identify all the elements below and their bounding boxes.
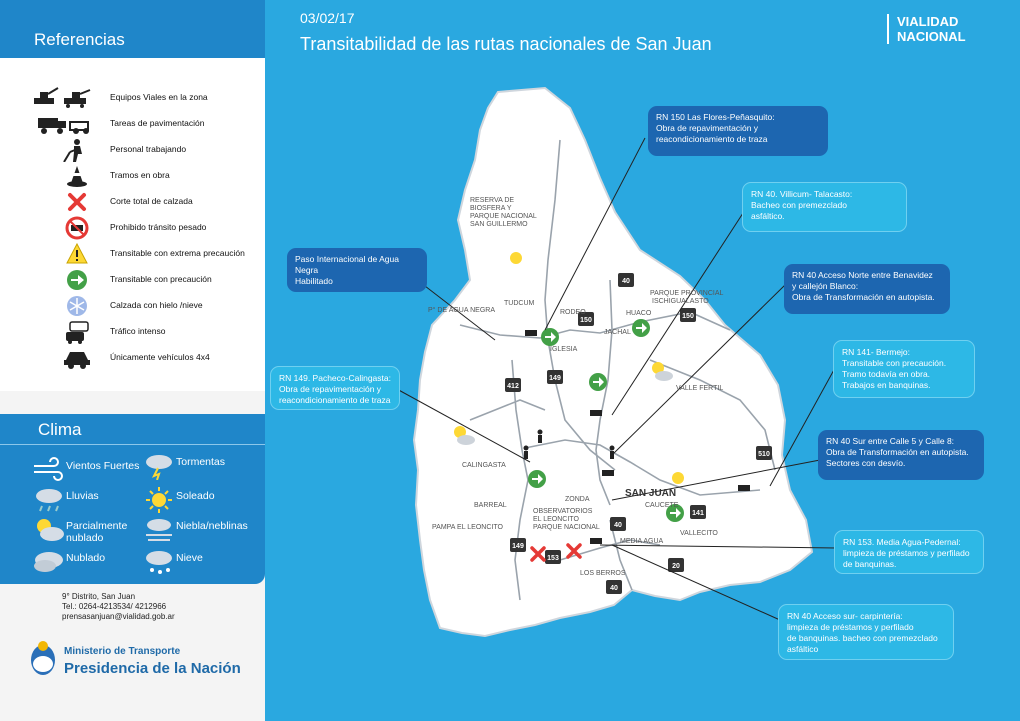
brand-line-1: VIALIDAD <box>897 14 959 29</box>
callout-line: de banquinas. bacheo con premezclado <box>787 633 938 643</box>
map-label: VALLE FERTIL <box>676 385 724 392</box>
map-label: HUACO <box>626 310 652 317</box>
brand-line-2: NACIONAL <box>897 29 966 44</box>
legend-item <box>0 86 265 110</box>
contact-phone: Tel.: 0264-4213534/ 4212966 <box>62 602 167 611</box>
map-label: PAMPA EL LEONCITO <box>432 524 503 531</box>
clima-label: Niebla/neblinas <box>176 520 248 532</box>
legend-item <box>0 320 265 344</box>
clima-panel <box>0 414 265 584</box>
callout-rn40-villicum <box>742 182 907 232</box>
legend-label: Tareas de pavimentación <box>110 118 205 128</box>
fog-icon <box>142 516 176 544</box>
svg-text:412: 412 <box>507 383 519 390</box>
callout-agua-negra <box>287 248 427 292</box>
legend-item <box>0 242 265 266</box>
contact-info <box>62 592 175 622</box>
map-label: SAN JUAN <box>625 488 677 499</box>
green-arrow-icon <box>589 373 607 391</box>
callout-line: RN 153. Media Agua-Pedernal: <box>843 537 961 547</box>
warning-triangle-icon <box>30 242 106 266</box>
map-label: SAN GUILLERMO <box>470 221 528 228</box>
sun-icon <box>510 252 522 264</box>
callout-line: Obra de Transformación en autopista. <box>826 447 969 457</box>
callout-rn40-sur <box>818 430 984 480</box>
references-title: Referencias <box>34 30 125 49</box>
callout-line: RN 40 Acceso sur- carpintería: <box>787 611 903 621</box>
map-label: CALINGASTA <box>462 462 506 469</box>
svg-text:40: 40 <box>614 522 622 529</box>
clima-label: Vientos Fuertes <box>66 460 140 472</box>
rain-icon <box>32 486 66 514</box>
callout-rn150 <box>648 106 828 156</box>
legend-item <box>0 268 265 292</box>
road-equipment-icon <box>30 86 106 110</box>
svg-text:149: 149 <box>512 543 524 550</box>
route-shield <box>690 505 706 519</box>
map-label: MEDIA AGUA <box>620 538 664 545</box>
map-label: PARQUE PROVINCIAL <box>650 290 724 297</box>
callout-line: RN 141- Bermejo: <box>842 347 911 357</box>
sidebar <box>0 0 265 721</box>
route-shield <box>510 538 526 552</box>
wind-icon <box>32 456 66 484</box>
callout-line: Habilitado <box>295 276 333 286</box>
legend-label: Transitable con precaución <box>110 274 212 284</box>
callout-rn153 <box>834 530 984 574</box>
presidency-name: Presidencia de la Nación <box>64 660 241 677</box>
contact-office: 9° Distrito, San Juan <box>62 592 136 601</box>
route-shield <box>545 550 561 564</box>
svg-text:149: 149 <box>549 375 561 382</box>
map-label: RESERVA DE <box>470 197 515 204</box>
svg-text:510: 510 <box>758 451 770 458</box>
callout-line: RN 150 Las Flores-Peñasquito: <box>656 112 775 122</box>
route-shield <box>547 370 563 384</box>
legend-item <box>0 294 265 318</box>
route-shield <box>606 580 622 594</box>
svg-text:40: 40 <box>622 278 630 285</box>
green-arrow-icon <box>541 328 559 346</box>
callout-line: limpieza de préstamos y perfilado <box>787 622 914 632</box>
callout-rn40-norte <box>784 264 950 314</box>
callout-line: de banquinas. <box>843 559 897 569</box>
clima-item <box>32 456 157 486</box>
map-label: OBSERVATORIOS <box>533 508 593 515</box>
callout-line: asfáltico. <box>751 211 785 221</box>
clima-header <box>0 414 265 445</box>
legend-item <box>0 138 265 162</box>
map-label: TUDCUM <box>504 300 535 307</box>
legend-item <box>0 112 265 136</box>
callout-rn141 <box>833 340 975 398</box>
red-x-icon <box>30 190 106 214</box>
clima-label: Lluvias <box>66 490 99 502</box>
callout-line: Tramo todavía en obra. <box>842 369 931 379</box>
green-arrow-icon <box>528 470 546 488</box>
route-shield <box>610 517 626 531</box>
map-label: CAUCETE <box>645 502 679 509</box>
legend-label: Personal trabajando <box>110 144 187 154</box>
ministry-name: Ministerio de Transporte <box>64 646 181 657</box>
legend-label: Corte total de calzada <box>110 196 193 206</box>
paving-truck-icon <box>30 112 106 136</box>
clima-label: Parcialmente nublado <box>66 520 128 544</box>
svg-text:150: 150 <box>682 313 694 320</box>
map-label: ZONDA <box>565 496 590 503</box>
page-title: Transitabilidad de las rutas nacionales de San Juan <box>300 34 712 54</box>
references-header <box>0 0 265 58</box>
legend-label: Prohibido tránsito pesado <box>110 222 207 232</box>
clima-item <box>32 516 157 546</box>
map-label: PARQUE NACIONAL <box>533 524 600 531</box>
references-list <box>0 58 265 391</box>
clima-title: Clima <box>38 420 82 439</box>
map-label: PARQUE NACIONAL <box>470 213 537 220</box>
no-heavy-traffic-icon <box>30 216 106 240</box>
map-label: BARREAL <box>474 502 507 509</box>
map-label: JACHAL <box>604 329 631 336</box>
route-shield <box>618 273 634 287</box>
clima-item <box>142 516 267 546</box>
map-label: VALLECITO <box>680 530 718 537</box>
route-shield <box>668 558 684 572</box>
svg-text:153: 153 <box>547 555 559 562</box>
legend-label: Tramos en obra <box>110 170 170 180</box>
legend-label: Transitable con extrema precaución <box>110 248 245 258</box>
legend-item <box>0 346 265 370</box>
legend-item <box>0 190 265 214</box>
national-emblem-icon <box>28 638 58 678</box>
report-date: 03/02/17 <box>300 10 355 26</box>
province-outline <box>414 88 812 636</box>
cloud-icon <box>32 548 66 576</box>
clima-label: Nublado <box>66 552 106 564</box>
route-shield <box>756 446 772 460</box>
callout-line: asfáltico <box>787 644 819 654</box>
callout-line: RN 149. Pacheco-Calingasta: <box>279 373 391 383</box>
svg-text:20: 20 <box>672 563 680 570</box>
clima-item <box>142 548 267 578</box>
callout-line: RN 40. Villicum- Talacasto: <box>751 189 853 199</box>
worker-icon <box>30 138 106 162</box>
green-arrow-icon <box>30 268 106 292</box>
clima-label: Nieve <box>176 552 203 564</box>
callout-line: reacondicionamiento de traza <box>279 395 391 405</box>
clima-item <box>142 452 267 482</box>
map-label: EL LEONCITO <box>533 516 579 523</box>
snow-icon <box>142 548 176 576</box>
green-arrow-icon <box>632 319 650 337</box>
traffic-cone-icon <box>30 164 106 188</box>
clima-label: Soleado <box>176 490 215 502</box>
legend-item <box>0 164 265 188</box>
legend-label: Equipos Viales en la zona <box>110 92 208 102</box>
callout-rn149 <box>270 366 400 410</box>
legend-item <box>0 216 265 240</box>
contact-email[interactable]: prensasanjuan@vialidad.gob.ar <box>62 612 175 621</box>
svg-text:150: 150 <box>580 317 592 324</box>
callout-line: limpieza de préstamos y perfilado <box>843 548 970 558</box>
sun-icon <box>672 472 684 484</box>
map-label: IGLESIA <box>550 346 578 353</box>
clima-item <box>142 486 267 516</box>
map-label: LOS BERROS <box>580 570 626 577</box>
callout-line: RN 40 Sur entre Calle 5 y Calle 8: <box>826 436 955 446</box>
clima-label: Tormentas <box>176 456 226 468</box>
svg-text:40: 40 <box>610 585 618 592</box>
legend-label: Calzada con hielo /nieve <box>110 300 203 310</box>
map-label: P° DE AGUA NEGRA <box>428 307 495 314</box>
storm-icon <box>142 452 176 480</box>
sun-icon <box>142 486 176 514</box>
partly-cloudy-icon <box>32 516 66 544</box>
route-shield <box>505 378 521 392</box>
legend-label: Tráfico intenso <box>110 326 166 336</box>
callout-line: Sectores con desvío. <box>826 458 906 468</box>
heavy-traffic-icon <box>30 320 106 344</box>
map-label: ISCHIGUALASTO <box>652 298 709 305</box>
callout-line: RN 40 Acceso Norte entre Benavidez <box>792 270 933 280</box>
callout-line: Obra de repavimentación y <box>279 384 382 394</box>
callout-line: Bacheo con premezclado <box>751 200 847 210</box>
clima-item <box>32 548 157 578</box>
callout-line: Obra de repavimentación y <box>656 123 759 133</box>
svg-text:141: 141 <box>692 510 704 517</box>
snowflake-icon <box>30 294 106 318</box>
callout-line: Obra de Transformación en autopista. <box>792 292 935 302</box>
four-by-four-icon <box>30 346 106 370</box>
callout-line: y callejón Blanco: <box>792 281 859 291</box>
legend-label: Únicamente vehículos 4x4 <box>110 352 210 362</box>
map-label: RODEO <box>560 309 586 316</box>
clima-item <box>32 486 157 516</box>
callout-line: Paso Internacional de Agua Negra <box>295 254 399 275</box>
callout-rn40-acceso-sur <box>778 604 954 660</box>
callout-line: Trabajos en banquinas. <box>842 380 931 390</box>
route-shield <box>680 308 696 322</box>
callout-line: Transitable con precaución. <box>842 358 947 368</box>
map-label: BIOSFERA Y <box>470 205 512 212</box>
callout-line: reacondicionamiento de traza <box>656 134 768 144</box>
